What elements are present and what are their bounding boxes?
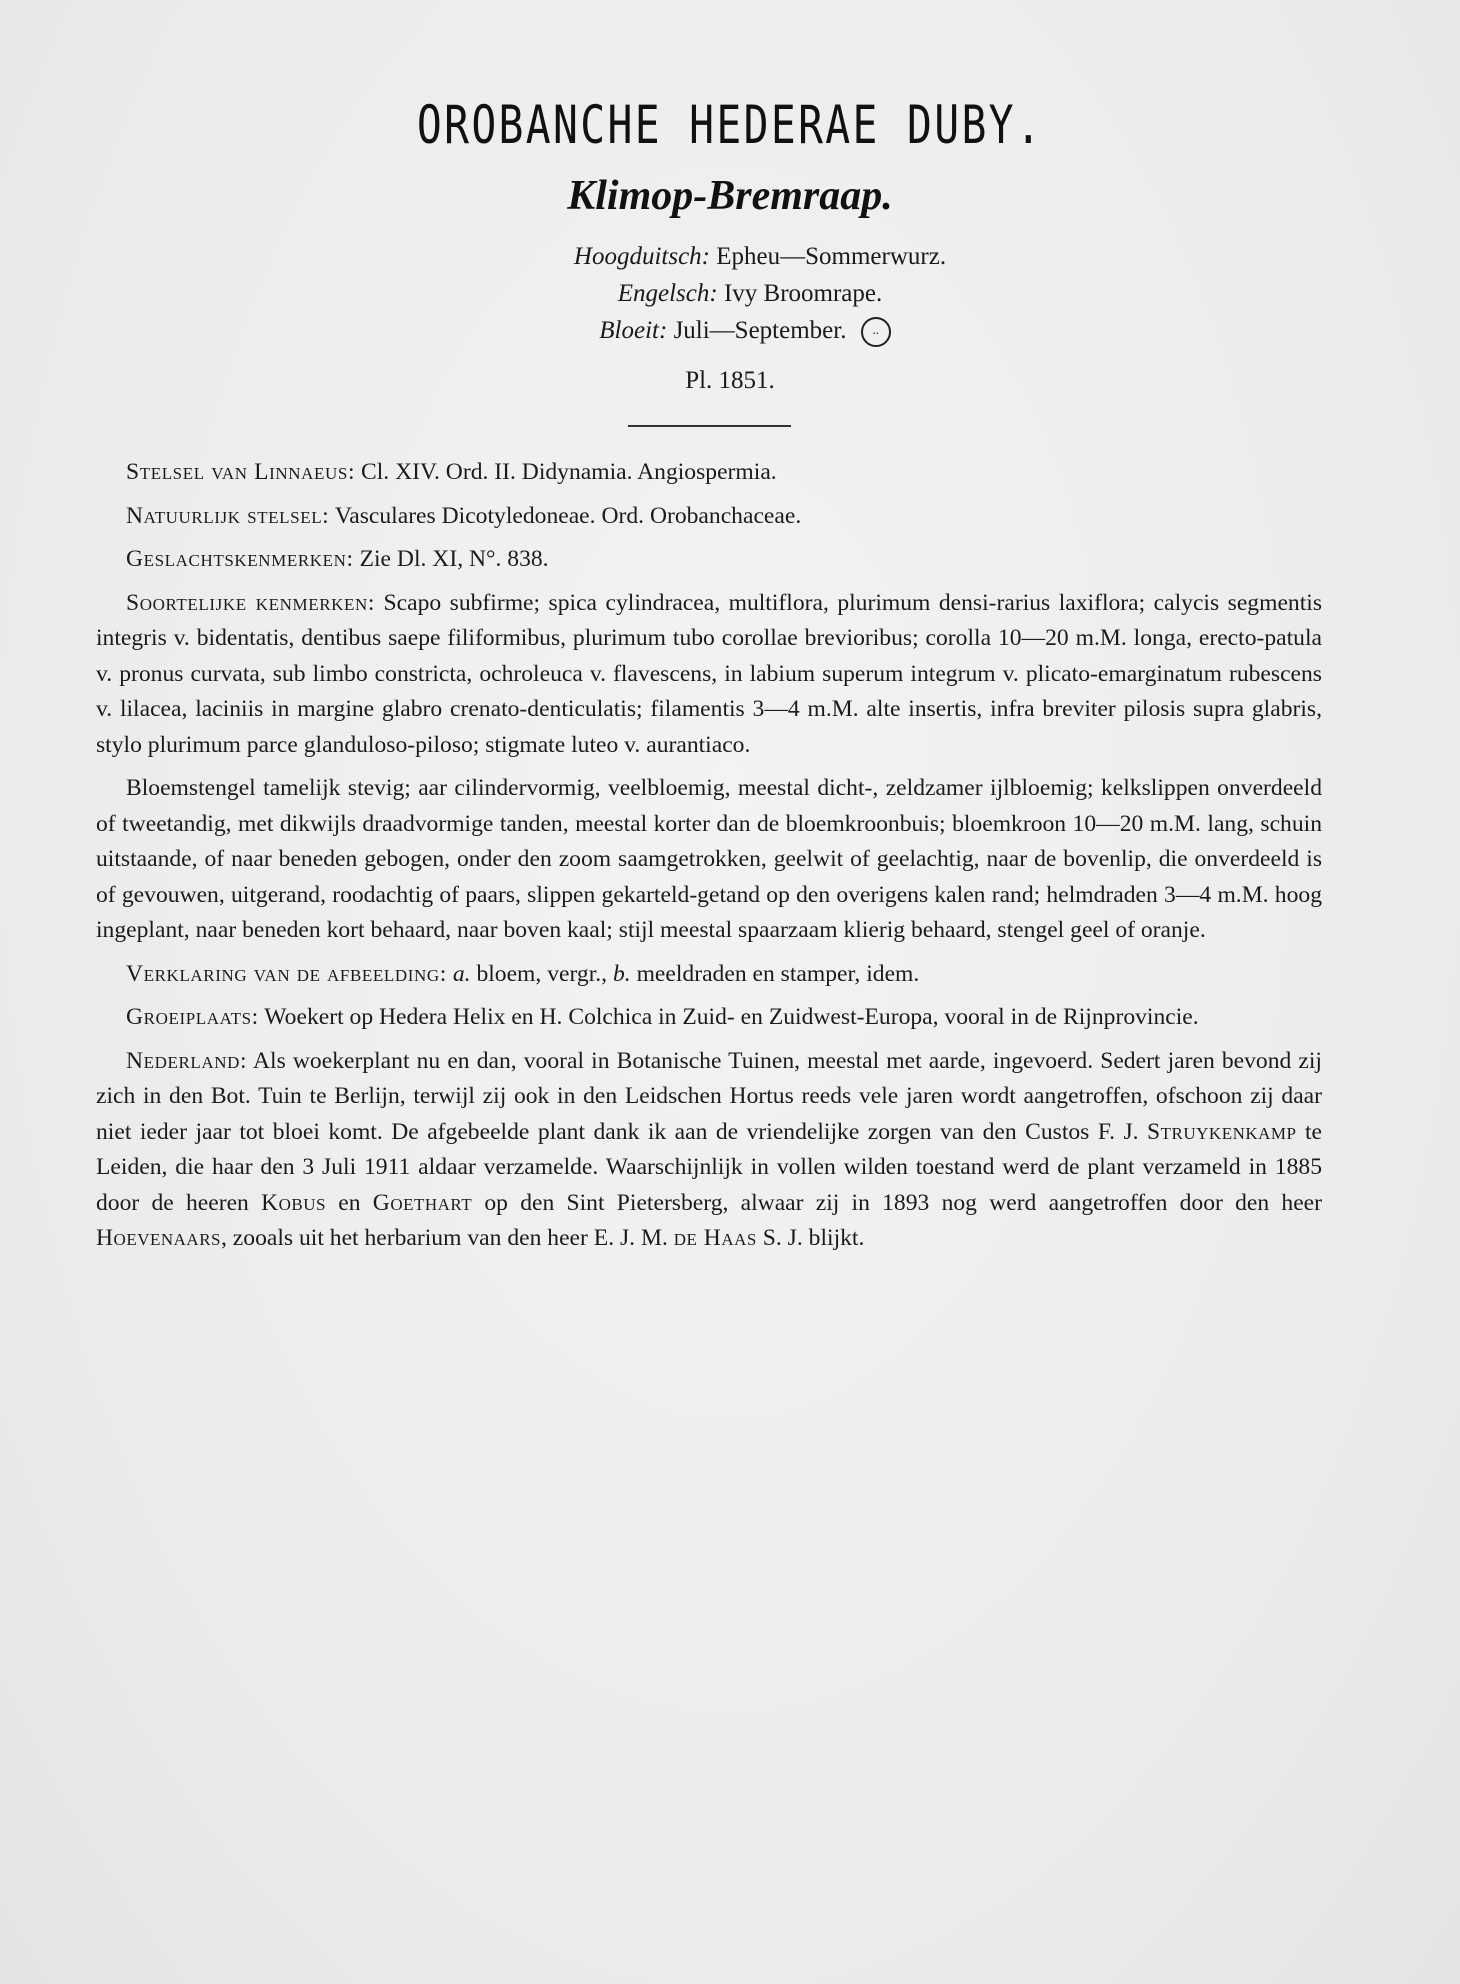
bloom-line [0, 312, 1460, 349]
section-label: Natuurlijk stelsel: [126, 502, 330, 529]
biennial-symbol-icon: .. [861, 317, 891, 347]
english-label: Engelsch: [617, 280, 718, 307]
section-nederland [96, 1044, 1322, 1257]
section-text: op den Sint Pietersberg, alwaar zij in 1893 nog werd aangetroffen door den heer [484, 1189, 1322, 1216]
section-label: Soortelijke kenmerken: [126, 589, 376, 616]
section-label: Stelsel van Linnaeus: [126, 459, 356, 485]
section-soortelijke-kenmerken [96, 586, 1322, 764]
german-value: Epheu—Sommerwurz. [716, 243, 947, 270]
document-body [96, 455, 1322, 1265]
section-verklaring [96, 957, 1322, 993]
english-name-line [0, 275, 1460, 312]
section-label: Verklaring van de afbeelding: [126, 960, 447, 987]
section-text: Als woekerplant nu en dan, vooral in Botanische Tuinen, meestal met aarde, ingevoerd. Sedert jaren bevond zij zich in den Bot. Tuin te Berlijn, terwijl zij ook in den Leidschen Hortus reeds vele jaren wordt aangetroffen, ofschoon zij daar niet ieder jaar tot bloei komt. De afgebeelde plant dank ik aan de vriendelijke zorgen van den Custos F. J. [96, 1047, 1322, 1145]
person-name: de Haas [673, 1225, 757, 1251]
section-text: Cl. XIV. Ord. II. Didynamia. Angiospermia. [361, 459, 777, 485]
section-text: en [338, 1189, 361, 1216]
person-name: Goethart [372, 1189, 473, 1216]
section-groeiplaats [96, 1000, 1322, 1036]
section-text: Zie Dl. XI, N°. 838. [359, 546, 549, 572]
german-label: Hoogduitsch: [573, 243, 711, 270]
section-text: , zooals uit het herbarium van den heer E. J. M. [221, 1225, 668, 1251]
page-title: OROBANCHE HEDERAE DUBY. [416, 95, 1044, 156]
section-text: Woekert op Hedera Helix en H. Colchica in Zuid- en Zuidwest-Europa, vooral in de Rijnprovincie. [264, 1004, 1199, 1030]
section-label: Groeiplaats: [126, 1004, 259, 1030]
section-text: Scapo subfirme; spica cylindracea, multiflora, plurimum densi-rarius laxiflora; calycis segmentis integris v. bidentatis, dentibus saepe filiformibus, plurimum tubo corollae brevioribus; corolla 10—20 m.M. longa, erecto-patula v. pronus curvata, sub limbo constricta, ochroleuca v. flavescens, in labium superum integrum v. plicato-emarginatum rubescens v. lilacea, laciniis in margine glabro crenato-denticulatis; filamentis 3—4 m.M. alte insertis, infra breviter pilosis supra glabris, stylo plurimum parce glanduloso-piloso; stigmate luteo v. aurantiaco. [96, 589, 1323, 758]
section-bloemstengel [96, 771, 1322, 949]
bloom-value: Juli—September. [673, 317, 847, 344]
bloom-label: Bloeit: [599, 317, 668, 344]
german-name-line [0, 238, 1460, 275]
section-label: Nederland: [126, 1047, 248, 1074]
page-header [0, 95, 1460, 395]
page-subtitle: Klimop-Bremraap. [567, 173, 893, 219]
english-value: Ivy Broomrape. [723, 280, 883, 307]
figure-a-letter: a. [452, 960, 471, 987]
section-text: Bloemstengel tamelijk stevig; aar cilindervormig, veelbloemig, meestal dicht-, zeldzamer ijlbloemig; kelkslippen onverdeeld of tweetandig, met dikwijls draadvormige tanden, meestal korter dan de bloemkroonbuis; bloemkroon 10—20 m.M. lang, schuin uitstaande, of naar beneden gebogen, onder den zoom saamgetrokken, geelwit of geelachtig, naar de bovenlip, die onverdeeld is of gevouwen, uitgerand, roodachtig of paars, slippen gekarteld-getand op den overigens kalen rand; helmdraden 3—4 m.M. hoog ingeplant, naar beneden kort behaard, naar boven kaal; stijl meestal spaarzaam klierig behaard, stengel geel of oranje. [96, 775, 1322, 943]
figure-b-text: meeldraden en stamper, idem. [636, 960, 920, 987]
person-name: Hoevenaars [96, 1225, 221, 1251]
section-text: S. J. blijkt. [762, 1225, 865, 1251]
person-name: Kobus [261, 1189, 326, 1216]
section-text: te Leiden, die haar den 3 Juli 1911 aldaar verzamelde. Waarschijnlijk in vollen wilden toestand werd de plant verzameld in 1885 door de heeren [96, 1118, 1322, 1216]
common-names [0, 238, 1460, 349]
section-stelsel-linnaeus [96, 455, 1322, 491]
section-geslachtskenmerken [96, 542, 1322, 578]
person-name: Struykenkamp [1147, 1118, 1297, 1145]
figure-b-letter: b. [612, 960, 631, 987]
section-natuurlijk-stelsel [96, 499, 1322, 535]
plate-number: Pl. 1851. [685, 367, 775, 394]
header-divider [628, 425, 791, 427]
section-label: Geslachtskenmerken: [126, 546, 354, 572]
section-text: Vasculares Dicotyledoneae. Ord. Orobanchaceae. [334, 502, 802, 529]
figure-a-text: bloem, vergr., [476, 960, 608, 987]
